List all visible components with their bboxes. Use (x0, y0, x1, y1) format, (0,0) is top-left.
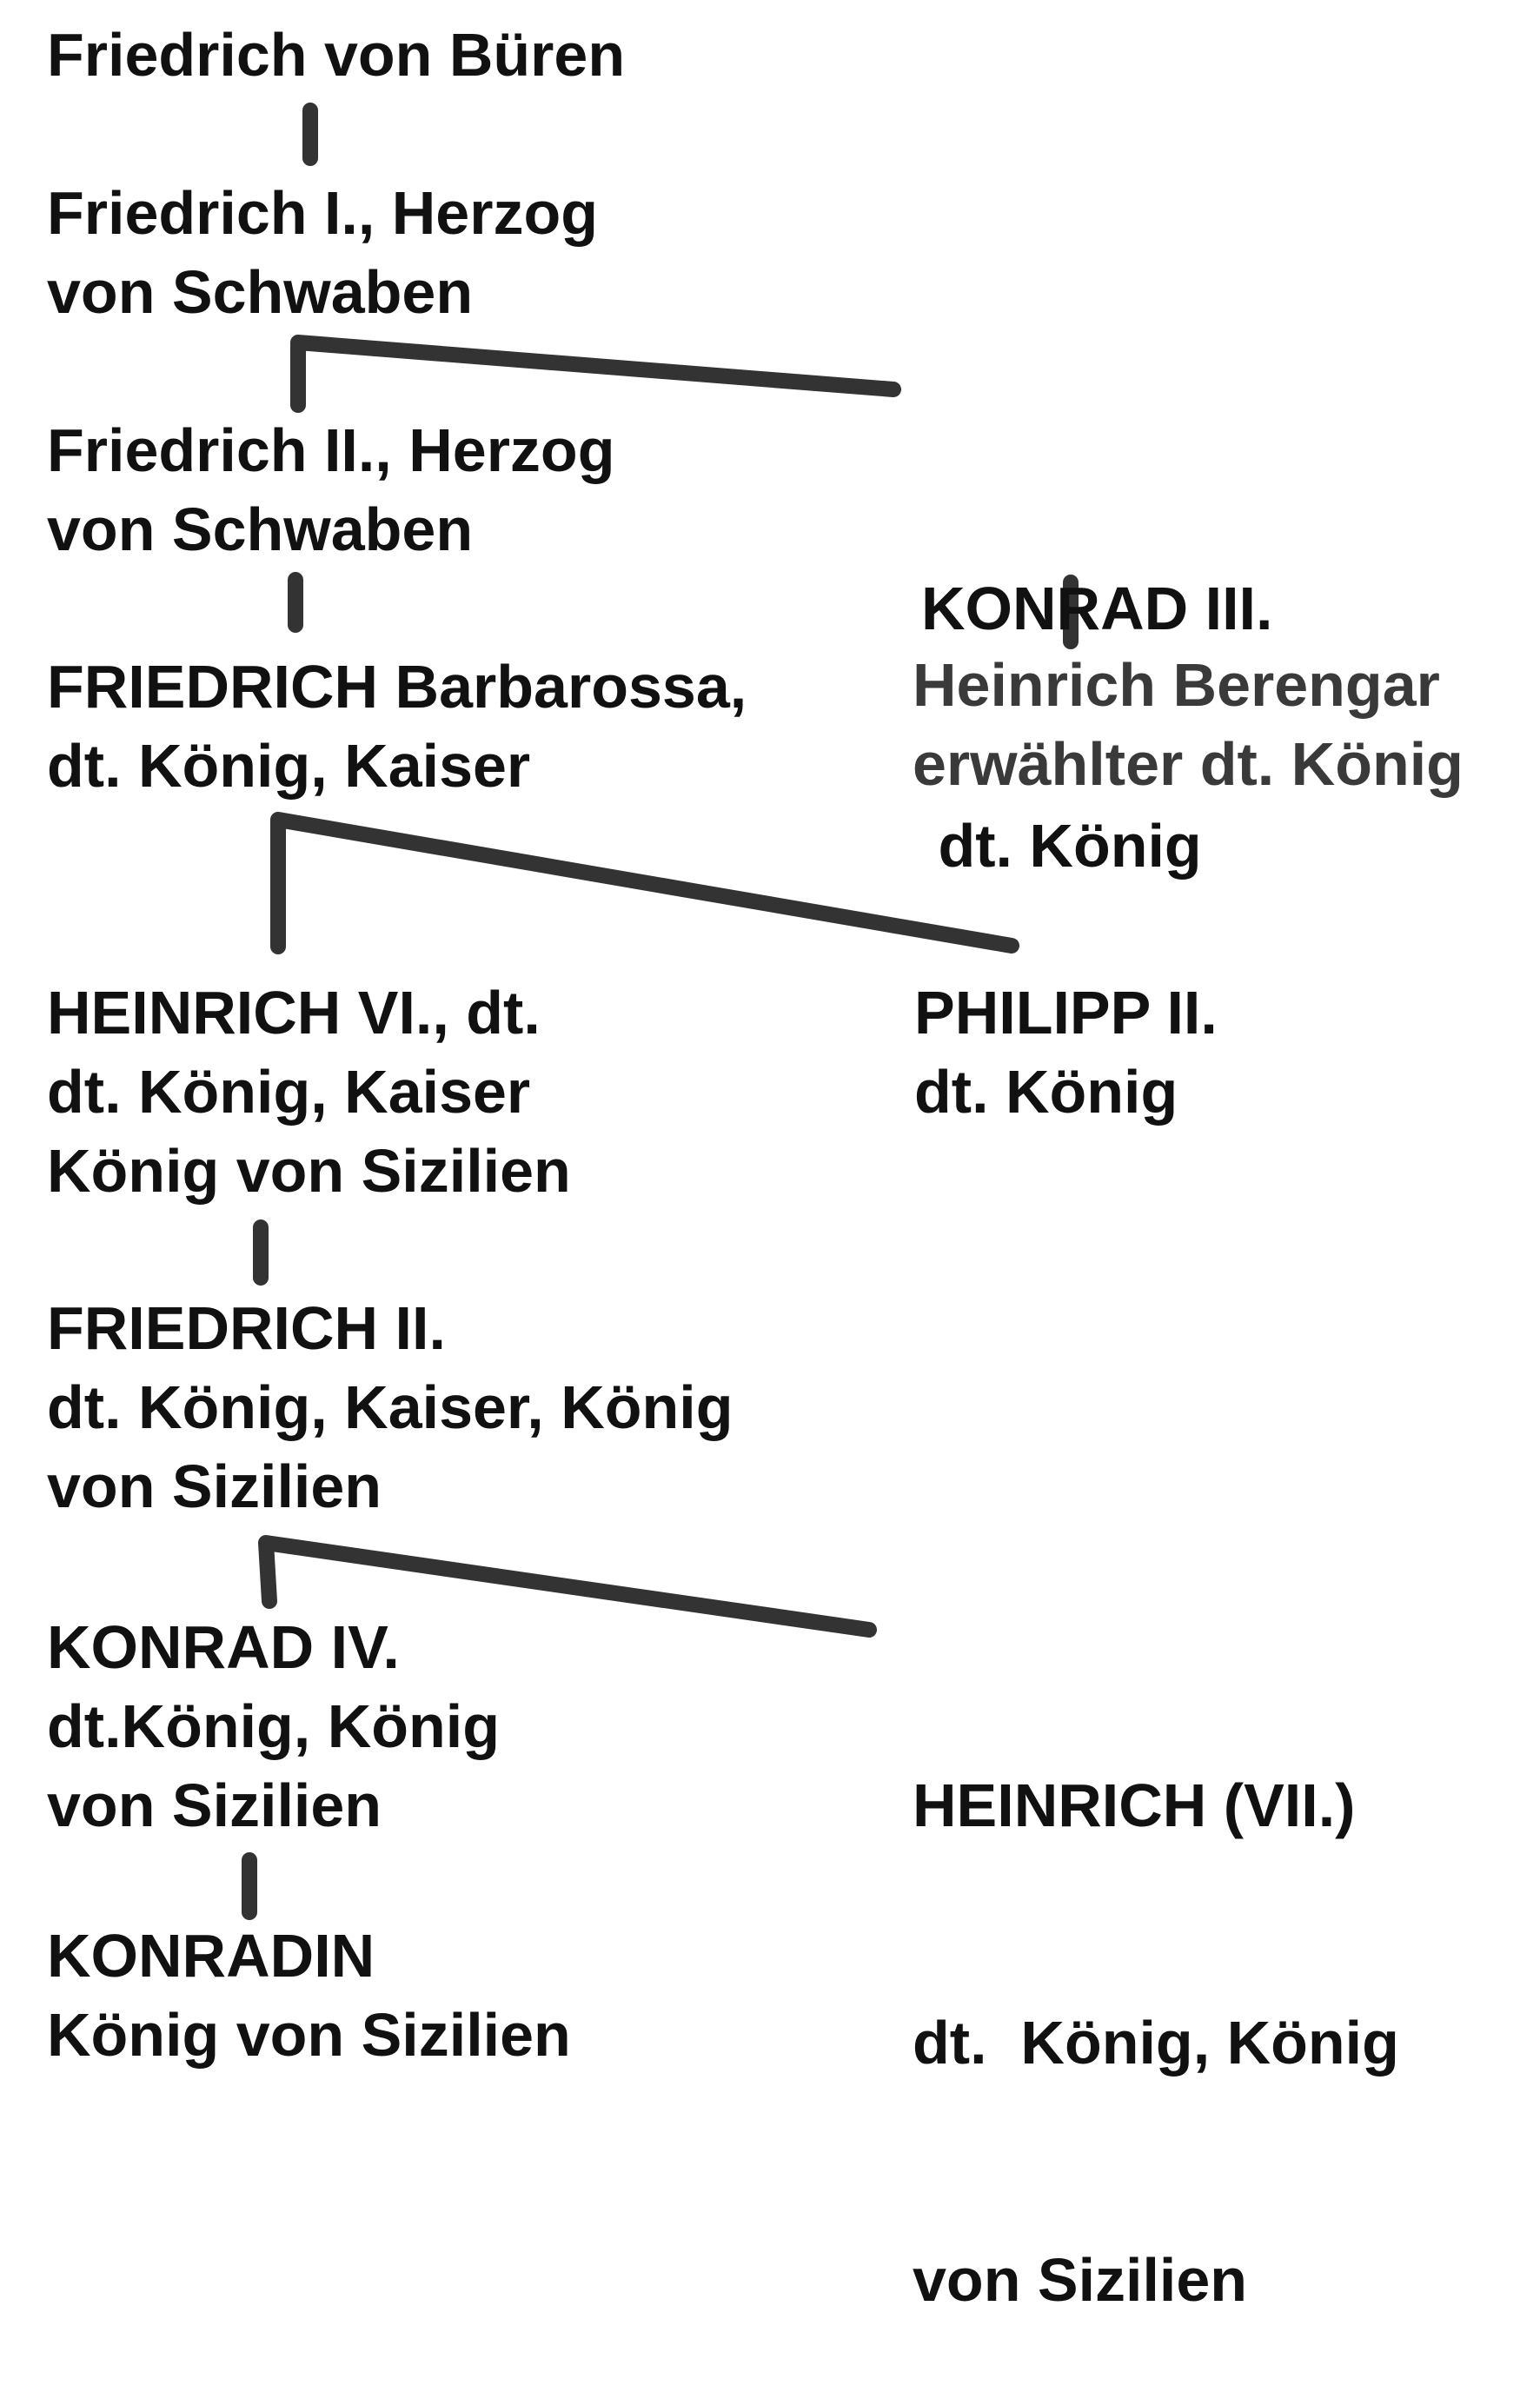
person-konrad-iv (47, 1608, 500, 1845)
person-text-line: dt.König, König (47, 1692, 500, 1760)
person-text-line: erwählter dt. König (913, 730, 1464, 798)
person-friedrich-i-herzog (47, 174, 598, 332)
person-text-line: Friedrich I., Herzog (47, 179, 598, 247)
person-text-line: PHILIPP II. (914, 979, 1218, 1047)
person-heinrich-vi (47, 974, 571, 1211)
person-text-line: von Sizilien (47, 1771, 382, 1839)
person-text-line: KONRADIN (47, 1922, 375, 1990)
person-text-line: von Schwaben (47, 495, 474, 563)
person-heinrich-berengar (913, 646, 1464, 804)
person-friedrich-von-bueren (47, 16, 625, 95)
person-text-line: FRIEDRICH Barbarossa, (47, 653, 747, 721)
person-text-line: König von Sizilien (47, 2001, 571, 2069)
person-text-line: dt. König, Kaiser, König (47, 1373, 733, 1441)
person-text-line: Friedrich von Büren (47, 21, 626, 89)
person-text-line: KONRAD IV. (47, 1613, 400, 1681)
person-friedrich-barbarossa (47, 648, 747, 806)
person-text-line: HEINRICH VI., dt. (47, 979, 541, 1047)
person-text-line: von Sizilien (913, 2246, 1248, 2314)
person-text-line: Friedrich II., Herzog (47, 416, 615, 484)
person-text-line: Heinrich Berengar (913, 651, 1440, 719)
person-text-line: dt. König (921, 812, 1202, 880)
person-friedrich-ii (47, 1289, 733, 1526)
person-text-line: von Schwaben (47, 258, 474, 326)
person-text-line: FRIEDRICH II. (47, 1294, 446, 1362)
person-text-line: König von Sizilien (47, 1137, 571, 1205)
person-text-line: dt. König, Kaiser (47, 1058, 531, 1126)
connector-friedrich-i-children (298, 342, 893, 405)
person-text-line: dt. König (914, 1058, 1178, 1126)
person-text-line: KONRAD III. (921, 575, 1273, 642)
person-text-line: dt. König, König (913, 2009, 1399, 2077)
person-philipp-ii (914, 974, 1218, 1132)
person-heinrich-vii (913, 1608, 1399, 2399)
person-konradin (47, 1917, 571, 2075)
person-text-line: von Sizilien (47, 1452, 382, 1520)
person-text-line: HEINRICH (VII.) (913, 1771, 1356, 1839)
connector-barbarossa-children (278, 820, 1012, 947)
person-friedrich-ii-herzog (47, 411, 614, 569)
person-text-line: dt. König, Kaiser (47, 732, 531, 800)
